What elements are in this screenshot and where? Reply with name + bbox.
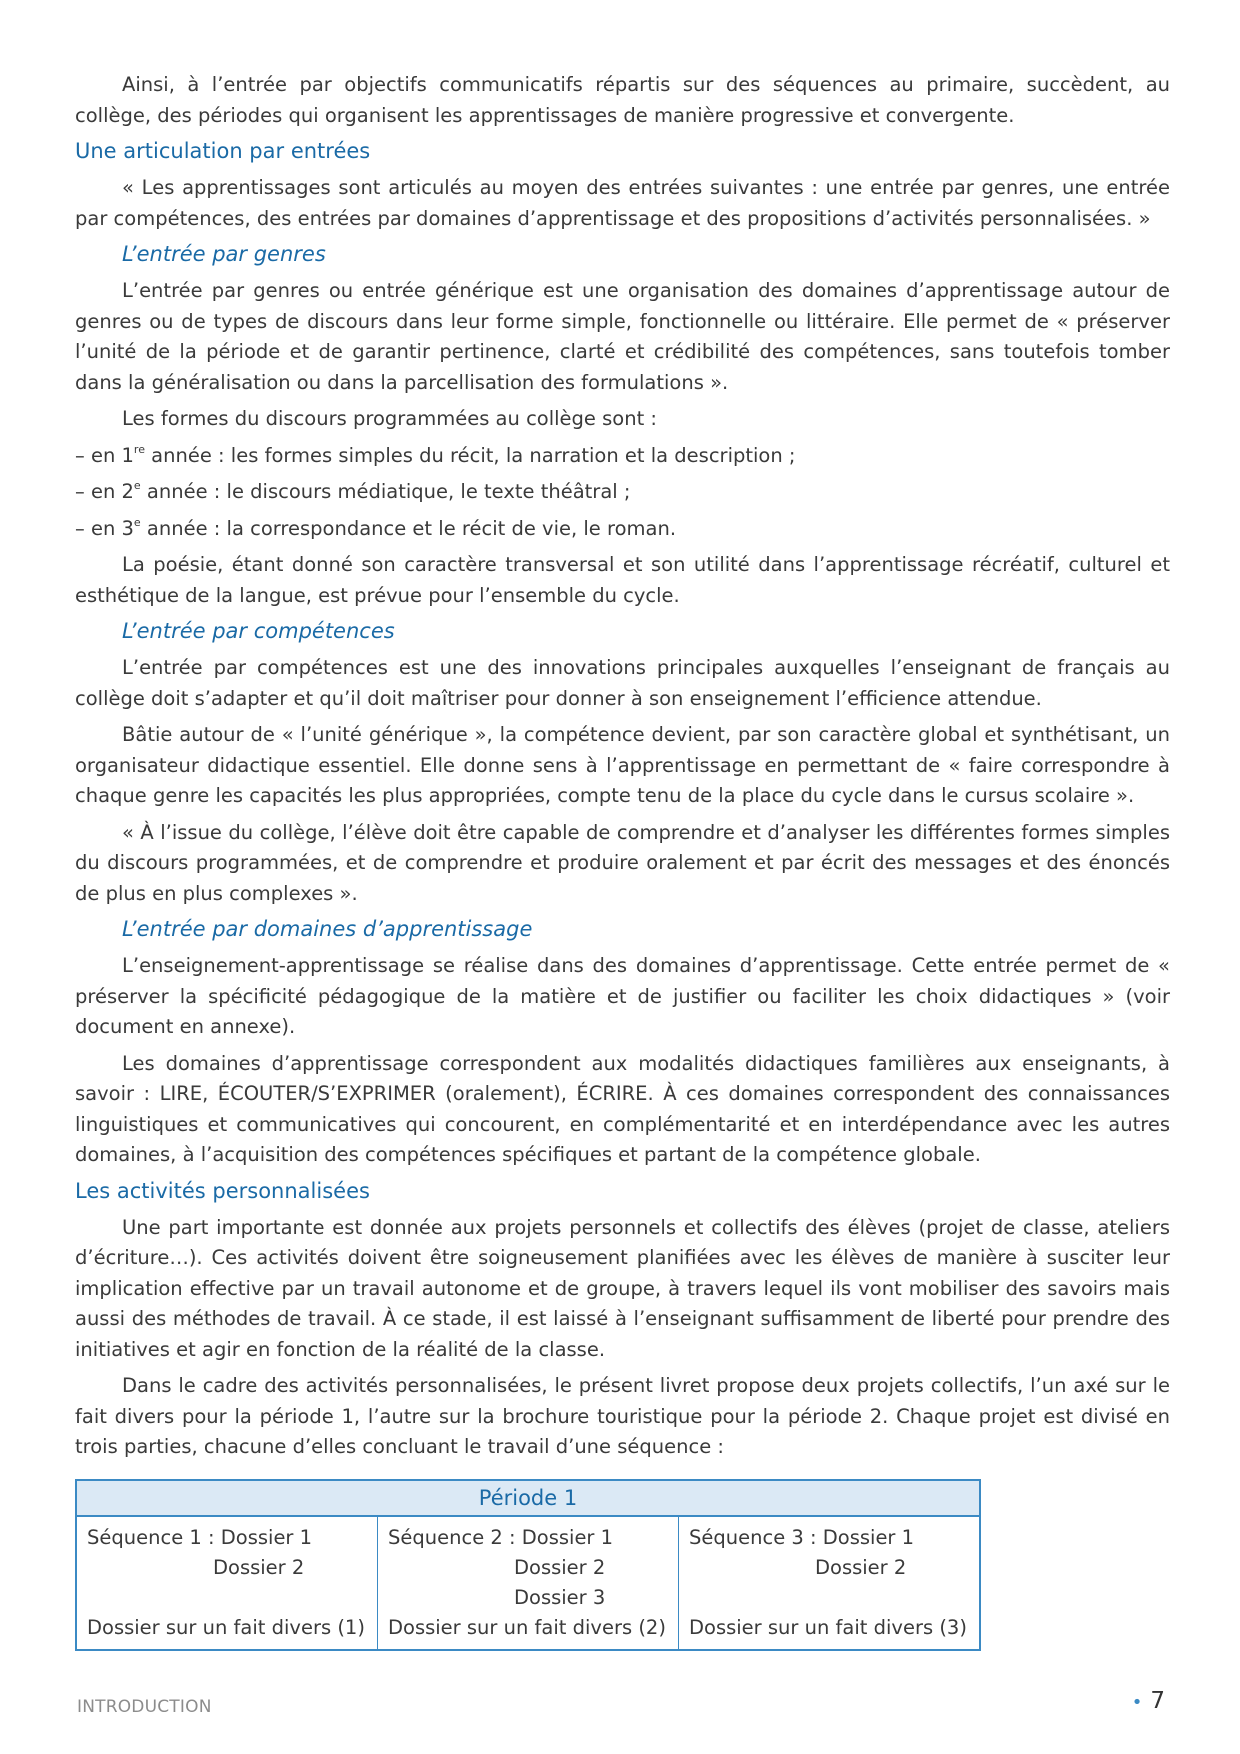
dossier-item: Dossier 2: [514, 1555, 606, 1579]
paragraph-activites-2: Dans le cadre des activités personnalisées, le présent livret propose deux projets collectifs, l’un axé sur le fait divers pour la période 1, l’autre sur la brochure touristique pour la période 2. Chaque projet est divisé en trois parties, chacune d’elles concluant le travail d’une séquence :: [75, 1374, 1170, 1458]
paragraph-competences-3: « À l’issue du collège, l’élève doit être capable de comprendre et d’analyser les différentes formes simples du discours programmées, et de comprendre et produire oralement et par écrit des messages et des énoncés de plus en plus complexes ».: [75, 820, 1170, 905]
sequence-label: Séquence 2 : Dossier 1: [388, 1525, 614, 1549]
sequence-cell: [679, 1516, 981, 1650]
paragraph-domaines-1: L’enseignement-apprentissage se réalise dans des domaines d’apprentissage. Cette entrée permet de « préserver la spécificité pédagogique de la matière et de justifier ou faciliter les choix didactiques » (voir document en annexe).: [75, 954, 1170, 1038]
bullet-icon: •: [1131, 1692, 1143, 1713]
sequence-label: Séquence 3 : Dossier 1: [689, 1525, 915, 1549]
page-number-value: 7: [1150, 1688, 1165, 1714]
paragraph-quote-entrees: « Les apprentissages sont articulés au moyen des entrées suivantes : une entrée par genres, une entrée par compétences, des entrées par domaines d’apprentissage et des propositions d’activités personnalisées. »: [75, 176, 1170, 230]
fait-divers-label: Dossier sur un fait divers (3): [689, 1615, 967, 1639]
paragraph-activites-1: Une part importante est donnée aux projets personnels et collectifs des élèves (projet de classe, ateliers d’écriture…). Ces activités doivent être soigneusement planifiées avec les élèves de manière à susciter leur implication effective par un travail autonome et de groupe, à travers lequel ils vont mobiliser des savoirs mais aussi des méthodes de travail. À ce stade, il est laissé à l’enseignant suffisamment de liberté pour prendre des initiatives et agir en fonction de la réalité de la classe.: [75, 1215, 1170, 1361]
paragraph-intro: Ainsi, à l’entrée par objectifs communicatifs répartis sur des séquences au primaire, succèdent, au collège, des périodes qui organisent les apprentissages de manière progressive et convergente.: [75, 73, 1170, 127]
dossier-item: Dossier 2: [213, 1555, 305, 1579]
paragraph-genres-1: L’entrée par genres ou entrée générique est une organisation des domaines d’apprentissage autour de genres ou de types de discours dans leur forme simple, fonctionnelle ou littéraire. Elle permet de « préserver l’unité de la période et de garantir pertinence, clarté et crédibilité des compétences, sans toutefois tomber dans la généralisation ou dans la parcellisation des formulations ».: [75, 279, 1170, 394]
fait-divers-label: Dossier sur un fait divers (1): [87, 1615, 365, 1639]
subheading-domaines: L’entrée par domaines d’apprentissage: [122, 917, 533, 941]
paragraph-genres-2: Les formes du discours programmées au collège sont :: [122, 407, 657, 430]
periode-table: [75, 1479, 981, 1651]
dossier-item: Dossier 2: [815, 1555, 907, 1579]
paragraph-poesie: La poésie, étant donné son caractère transversal et son utilité dans l’apprentissage récréatif, culturel et esthétique de la langue, est prévue pour l’ensemble du cycle.: [75, 553, 1170, 607]
sequence-cell: [76, 1516, 378, 1650]
paragraph-competences-2: Bâtie autour de « l’unité générique », la compétence devient, par son caractère global et synthétisant, un organisateur didactique essentiel. Elle donne sens à l’apprentissage en permettant de « faire correspondre à chaque genre les capacités les plus appropriées, compte tenu de la place du cycle dans le cursus scolaire ».: [75, 723, 1170, 807]
subheading-competences: L’entrée par compétences: [122, 619, 395, 643]
page-number: [1132, 1688, 1165, 1714]
document-page: [75, 70, 1170, 1651]
section-heading-articulation: Une articulation par entrées: [75, 139, 371, 163]
subheading-genres: L’entrée par genres: [122, 242, 326, 266]
footer-section-label: INTRODUCTION: [77, 1697, 212, 1717]
sequence-label: Séquence 1 : Dossier 1: [87, 1525, 313, 1549]
paragraph-competences-1: L’entrée par compétences est une des innovations principales auxquelles l’enseignant de français au collège doit s’adapter et qu’il doit maîtriser pour donner à son enseignement l’efficience attendue.: [75, 656, 1170, 710]
periode-header: Période 1: [76, 1480, 980, 1516]
section-heading-activites: Les activités personnalisées: [75, 1178, 370, 1203]
paragraph-domaines-2: Les domaines d’apprentissage correspondent aux modalités didactiques familières aux enseignants, à savoir : LIRE, ÉCOUTER/S’EXPRIMER (oralement), ÉCRIRE. À ces domaines correspondent des connaissances linguistiques et communicatives qui concourent, en complémentarité et en interdépendance avec les autres domaines, à l’acquisition des compétences spécifiques et partant de la compétence globale.: [75, 1051, 1170, 1166]
sequence-cell: [378, 1516, 679, 1650]
fait-divers-label: Dossier sur un fait divers (2): [388, 1615, 666, 1639]
list-item-annee-2: – en 2e année : le discours médiatique, le texte théâtral ;: [75, 479, 631, 503]
dossier-item: Dossier 3: [514, 1585, 606, 1609]
list-item-annee-1: – en 1re année : les formes simples du récit, la narration et la description ;: [75, 442, 796, 467]
list-item-annee-3: – en 3e année : la correspondance et le récit de vie, le roman.: [75, 515, 677, 540]
